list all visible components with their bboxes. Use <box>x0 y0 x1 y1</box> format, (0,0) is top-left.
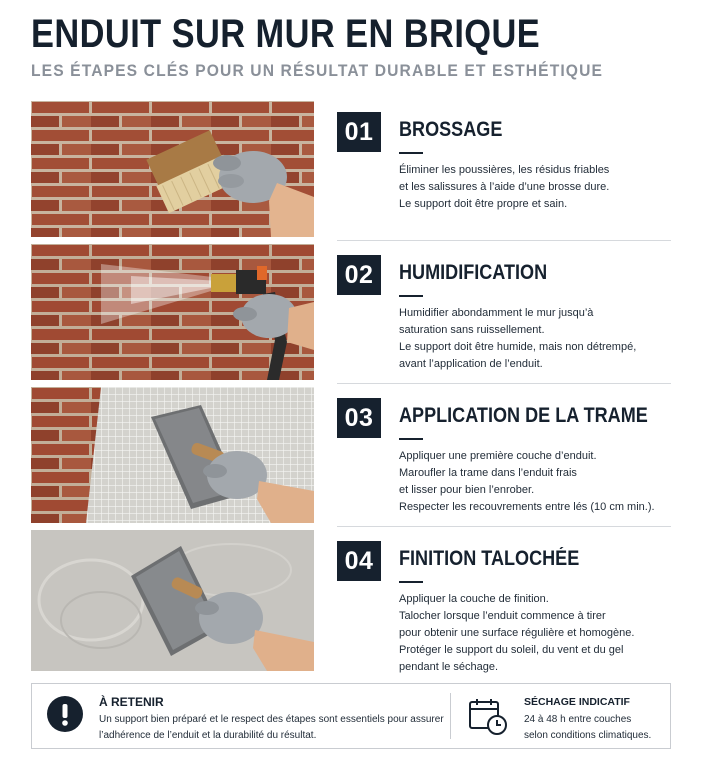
step-brossage <box>31 101 671 237</box>
desc-line: saturation sans ruissellement. <box>399 324 545 336</box>
photo-mesh <box>31 387 314 523</box>
step-finition <box>31 530 671 671</box>
calendar-clock-icon <box>468 696 508 741</box>
page-subtitle: LES ÉTAPES CLÉS POUR UN RÉSULTAT DURABLE ET ESTHÉTIQUE <box>31 61 604 80</box>
reminder-text <box>99 712 444 744</box>
reminder-line: l’adhérence de l’enduit et la durabilité du résultat. <box>99 730 317 741</box>
step-description <box>399 162 609 213</box>
step-number: 04 <box>337 541 381 581</box>
desc-line: Appliquer une première couche d’enduit. <box>399 450 597 462</box>
step-description <box>399 591 634 676</box>
desc-line: Éliminer les poussières, les résidus friables <box>399 164 610 176</box>
step-title: APPLICATION DE LA TRAME <box>399 404 648 427</box>
desc-line: Le support doit être propre et sain. <box>399 198 568 210</box>
title-underline <box>399 295 423 297</box>
exclamation-icon <box>47 696 83 732</box>
drying-title: SÉCHAGE INDICATIF <box>524 696 630 708</box>
step-humidification <box>31 244 671 380</box>
divider <box>450 693 451 739</box>
desc-line: avant l’application de l’enduit. <box>399 358 543 370</box>
desc-line: et les salissures à l’aide d’une brosse dure. <box>399 181 610 193</box>
title-underline <box>399 438 423 440</box>
step-description <box>399 448 655 516</box>
step-title: FINITION TALOCHÉE <box>399 547 580 570</box>
desc-line: et lisser pour bien l’enrober. <box>399 484 535 496</box>
desc-line: Talocher lorsque l’enduit commence à tirer <box>399 610 606 622</box>
step-application-trame <box>31 387 671 523</box>
divider <box>337 526 671 527</box>
divider <box>337 240 671 241</box>
desc-line: Protéger le support du soleil, du vent et du gel <box>399 644 624 656</box>
desc-line: Appliquer la couche de finition. <box>399 593 549 605</box>
reminder-title: À RETENIR <box>99 695 164 709</box>
reminder-box <box>31 683 671 749</box>
step-number: 03 <box>337 398 381 438</box>
desc-line: Maroufler la trame dans l’enduit frais <box>399 467 577 479</box>
desc-line: Humidifier abondamment le mur jusqu’à <box>399 307 594 319</box>
drying-text <box>524 712 651 744</box>
photo-wetting <box>31 244 314 380</box>
step-number: 02 <box>337 255 381 295</box>
photo-finishing <box>31 530 314 671</box>
drying-line: 24 à 48 h entre couches <box>524 714 632 725</box>
drying-line: selon conditions climatiques. <box>524 730 652 741</box>
step-title: HUMIDIFICATION <box>399 261 548 284</box>
desc-line: Respecter les recouvrements entre lés (10 cm min.). <box>399 501 655 513</box>
photo-brushing <box>31 101 314 237</box>
step-description <box>399 305 636 373</box>
page-title: ENDUIT SUR MUR EN BRIQUE <box>31 12 541 56</box>
title-underline <box>399 152 423 154</box>
desc-line: pour obtenir une surface régulière et homogène. <box>399 627 635 639</box>
divider <box>337 383 671 384</box>
title-underline <box>399 581 423 583</box>
reminder-line: Un support bien préparé et le respect des étapes sont essentiels pour assurer <box>99 714 444 725</box>
step-number: 01 <box>337 112 381 152</box>
desc-line: Le support doit être humide, mais non détrempé, <box>399 341 637 353</box>
step-title: BROSSAGE <box>399 118 503 141</box>
desc-line: pendant le séchage. <box>399 661 499 673</box>
